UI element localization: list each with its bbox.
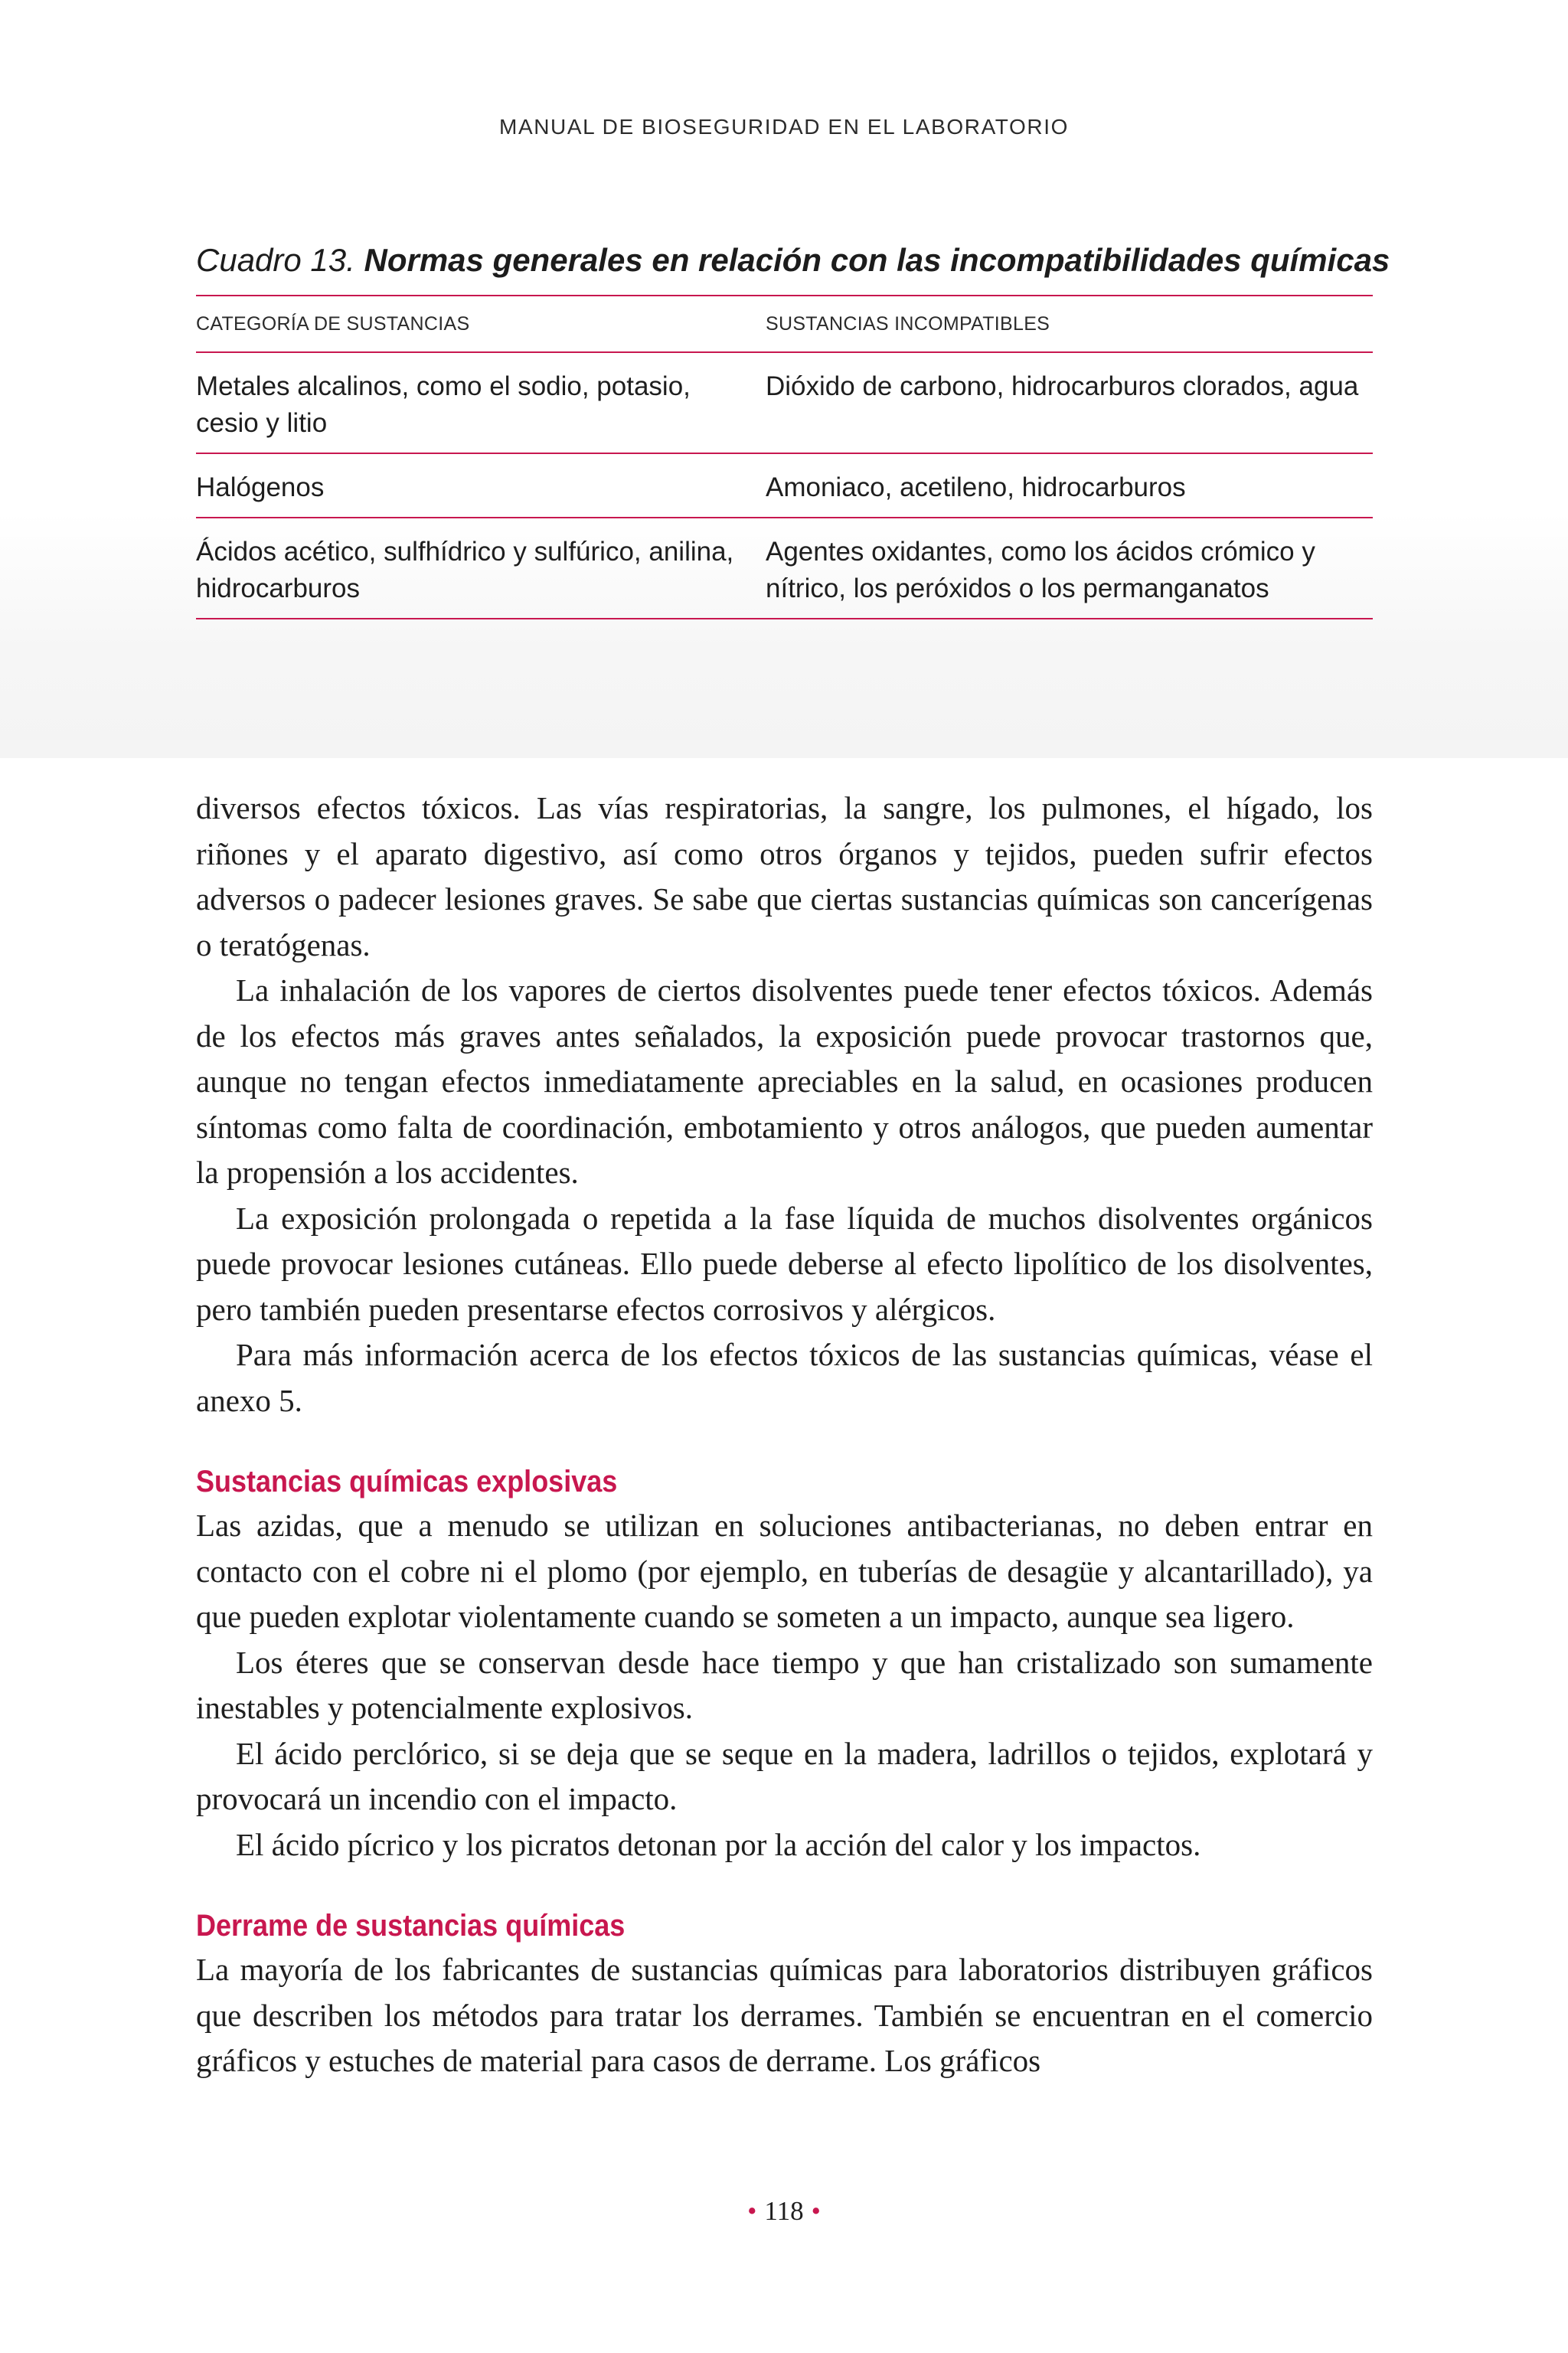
page-number-value: 118 — [764, 2196, 804, 2226]
table-cell-incompatible: Amoniaco, acetileno, hidrocarburos — [766, 453, 1373, 518]
paragraph: Los éteres que se conservan desde hace tiempo y que han cristalizado son sumamente inestables y potencialmente explosivos. — [196, 1644, 1373, 1725]
column-header-category: CATEGORÍA DE SUSTANCIAS — [196, 296, 766, 352]
column-header-incompatible: SUSTANCIAS INCOMPATIBLES — [766, 296, 1373, 352]
table-cell-category: Halógenos — [196, 453, 766, 518]
paragraph: La inhalación de los vapores de ciertos disolventes puede tener efectos tóxicos. Además de los efectos más graves antes señalados, la exposición puede provocar trastornos que, aunque no tengan efectos inmediatamente apreciables en la salud, en ocasiones producen síntomas como falta de coordinación, embotamiento y otros análogos, que pueden aumentar la propensión a los accidentes. — [196, 972, 1373, 1190]
table-cell-category: Metales alcalinos, como el sodio, potasio, cesio y litio — [196, 352, 766, 453]
section-heading-explosive: Sustancias químicas explosivas — [196, 1465, 618, 1498]
page-number — [0, 2196, 1568, 2227]
table-row — [196, 453, 1373, 518]
running-header: MANUAL DE BIOSEGURIDAD EN EL LABORATORIO — [499, 115, 1069, 139]
paragraph: La exposición prolongada o repetida a la fase líquida de muchos disolventes orgánicos puede provocar lesiones cutáneas. Ello puede deberse al efecto lipolítico de los disolventes, pero también pueden presentarse efectos corrosivos y alérgicos. — [196, 1200, 1373, 1327]
table-cell-category: Ácidos acético, sulfhídrico y sulfúrico, anilina, hidrocarburos — [196, 518, 766, 619]
table-caption-title: Normas generales en relación con las incompatibilidades químicas — [364, 242, 1390, 278]
paragraph: diversos efectos tóxicos. Las vías respiratorias, la sangre, los pulmones, el hígado, los riñones y el aparato digestivo, así como otros órganos y tejidos, pueden sufrir efectos adversos o padecer lesiones graves. Se sabe que ciertas sustancias químicas son cancerígenas o teratógenas. — [196, 790, 1373, 962]
paragraph: Para más información acerca de los efectos tóxicos de las sustancias químicas, véase el anexo 5. — [196, 1337, 1373, 1418]
section-heading-spills: Derrame de sustancias químicas — [196, 1909, 626, 1943]
table-row — [196, 518, 1373, 619]
table-caption-label: Cuadro 13. — [196, 242, 355, 278]
body-text — [196, 786, 1373, 2084]
paragraph: El ácido perclórico, si se deja que se seque en la madera, ladrillos o tejidos, explotará y provocará un incendio con el impacto. — [196, 1735, 1373, 1816]
paragraph: La mayoría de los fabricantes de sustancias químicas para laboratorios distribuyen gráficos que describen los métodos para tratar los derrames. También se encuentran en el comercio gráficos y estuches de material para casos de derrame. Los gráficos — [196, 1952, 1373, 2078]
table-header-row — [196, 296, 1373, 352]
bullet-icon: • — [747, 2196, 757, 2226]
table-cell-incompatible: Dióxido de carbono, hidrocarburos clorados, agua — [766, 352, 1373, 453]
table-caption — [196, 242, 1390, 279]
table-cell-incompatible: Agentes oxidantes, como los ácidos crómico y nítrico, los peróxidos o los permanganatos — [766, 518, 1373, 619]
bullet-icon: • — [811, 2196, 821, 2226]
paragraph: Las azidas, que a menudo se utilizan en soluciones antibacterianas, no deben entrar en contacto con el cobre ni el plomo (por ejemplo, en tuberías de desagüe y alcantarillado), ya que pueden explotar violentamente cuando se someten a un impacto, aunque sea ligero. — [196, 1508, 1373, 1634]
table-row — [196, 352, 1373, 453]
paragraph: El ácido pícrico y los picratos detonan por la acción del calor y los impactos. — [236, 1826, 1201, 1862]
incompatibility-table — [196, 295, 1373, 619]
